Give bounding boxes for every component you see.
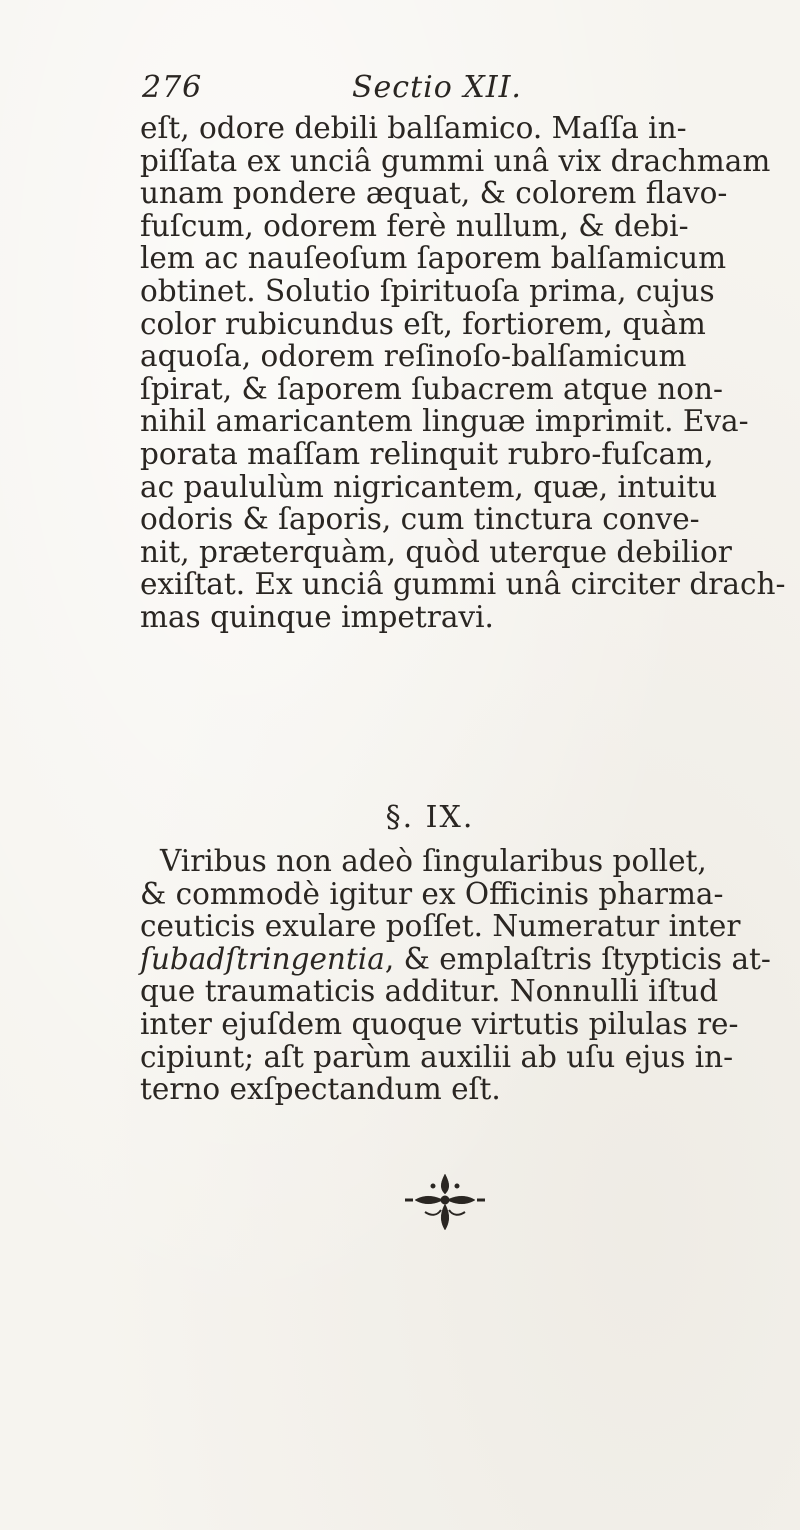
text-line: que traumaticis additur. Nonnulli iſtud bbox=[140, 974, 719, 1009]
text-line: eſt, odore debili balſamico. Maſſa in- bbox=[140, 111, 687, 145]
text-line: porata maſſam relinquit rubro-fuſcam, bbox=[140, 436, 714, 471]
text-line: exiſtat. Ex unciâ gummi unâ circiter drach- bbox=[140, 567, 786, 602]
text-line: & commodè igitur ex Officinis pharma- bbox=[140, 876, 724, 911]
text-line: terno exſpectandum eſt. bbox=[140, 1072, 501, 1107]
paragraph-1 bbox=[140, 111, 786, 634]
text-line-mixed bbox=[140, 943, 780, 976]
text-line: ac paululùm nigricantem, quæ, intuitu bbox=[140, 469, 718, 504]
italic-term: ſubadſtringentia bbox=[140, 941, 385, 976]
text-line: aquoſa, odorem reſinoſo-balſamicum bbox=[140, 339, 687, 374]
text-line: ceuticis exulare poſſet. Numeratur inter bbox=[140, 909, 741, 944]
tailpiece-ornament-icon bbox=[395, 1170, 495, 1234]
text-line: lem ac nauſeoſum ſaporem balſamicum bbox=[140, 241, 727, 276]
text-line: fuſcum, odorem ferè nullum, & debi- bbox=[140, 208, 689, 243]
page-number: 276 bbox=[142, 70, 203, 105]
text-line: nit, præterquàm, quòd uterque debilior bbox=[140, 534, 732, 569]
text-line: piſſata ex unciâ gummi unâ vix drachmam bbox=[140, 143, 771, 178]
text-fragment: , & emplaſtris ſtypticis at- bbox=[384, 941, 771, 976]
section-heading: §. IX. bbox=[385, 800, 475, 835]
text-line: ſpirat, & ſaporem ſubacrem atque non- bbox=[140, 371, 723, 406]
text-line: obtinet. Solutio ſpirituoſa prima, cujus bbox=[140, 273, 715, 308]
text-line: nihil amaricantem linguæ imprimit. Eva- bbox=[140, 404, 749, 439]
text-line: color rubicundus eſt, fortiorem, quàm bbox=[140, 306, 706, 341]
text-line: inter ejuſdem quoque virtutis pilulas re- bbox=[140, 1006, 739, 1041]
text-line: Viribus non adeò ſingularibus pollet, bbox=[160, 844, 707, 878]
text-line: unam pondere æquat, & colorem flavo- bbox=[140, 176, 728, 211]
running-head: Sectio XII. bbox=[352, 70, 522, 105]
page-header bbox=[142, 70, 702, 110]
text-line: cipiunt; aſt parùm auxilii ab uſu ejus in- bbox=[140, 1039, 734, 1074]
text-line: odoris & ſaporis, cum tinctura conve- bbox=[140, 502, 700, 537]
text-line: mas quinque impetravi. bbox=[140, 599, 494, 634]
paragraph-2 bbox=[140, 845, 780, 1106]
